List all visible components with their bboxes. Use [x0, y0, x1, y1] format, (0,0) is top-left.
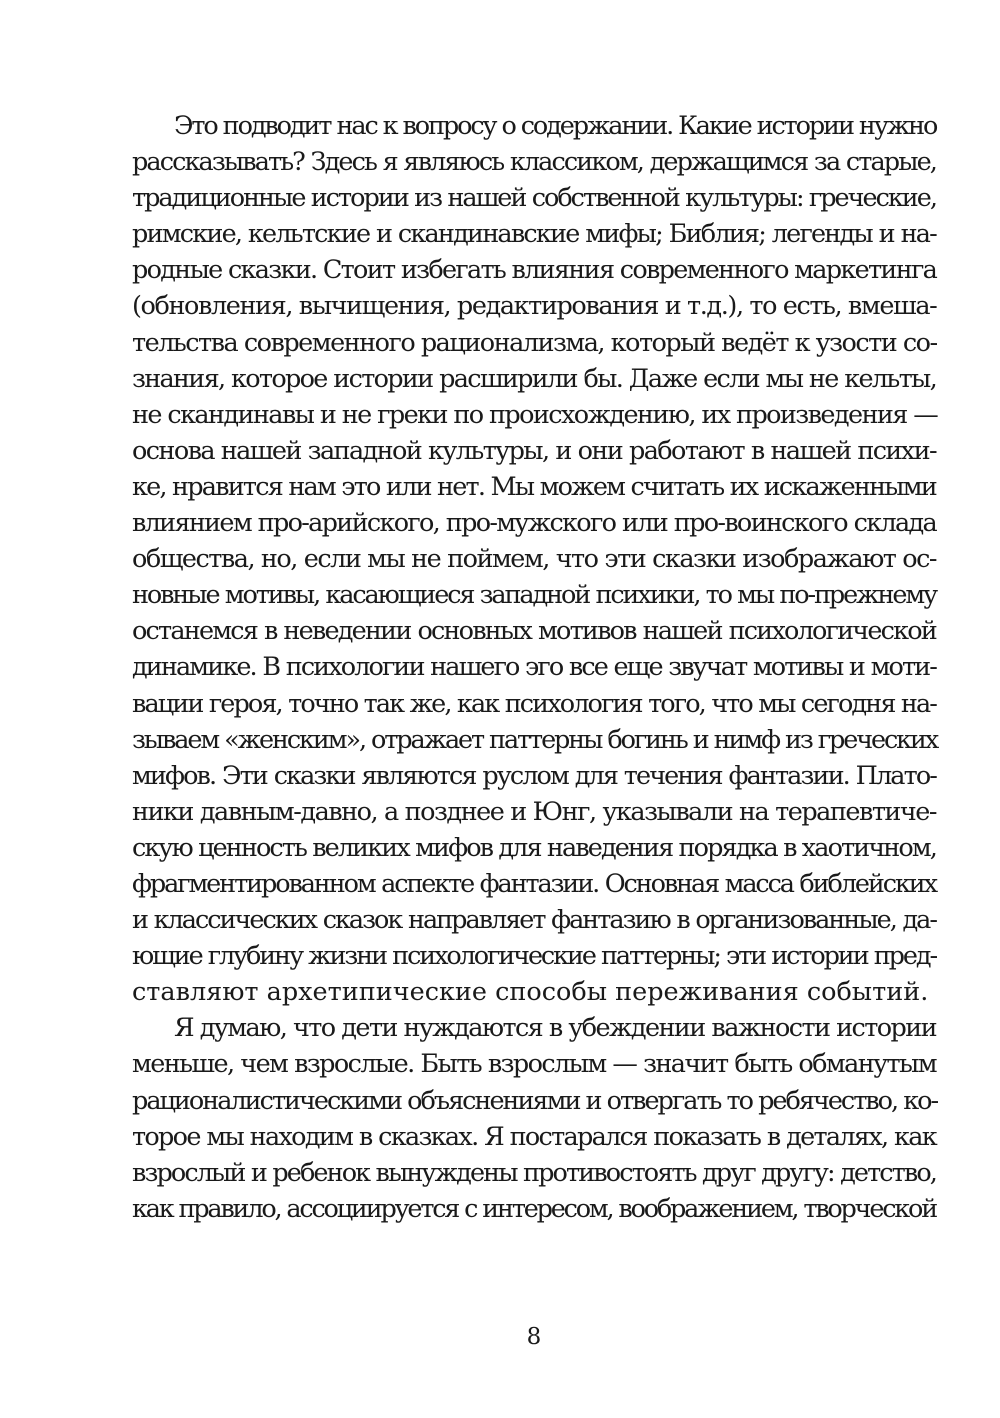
text-line: меньше, чем взрослые. Быть взрослым — значит быть обманутым	[132, 1049, 936, 1080]
text-line: динамике. В психологии нашего эго все еще звучат мотивы и моти-	[132, 652, 936, 683]
paragraph-1	[132, 108, 936, 1010]
text-line: новные мотивы, касающиеся западной психики, то мы по-прежнему	[132, 580, 936, 611]
text-line: вации героя, точно так же, как психология того, что мы сегодня на-	[132, 688, 936, 719]
paragraph-2	[132, 1010, 936, 1227]
text-line: (обновления, вычищения, редактирования и т.д.), то есть, вмеша-	[132, 291, 937, 322]
text-line: ставляют архетипические способы переживания событий.	[132, 977, 929, 1008]
text-line: останемся в неведении основных мотивов нашей психологической	[132, 616, 936, 647]
text-line: основа нашей западной культуры, и они работают в нашей психи-	[132, 435, 936, 466]
text-line: рассказывать? Здесь я являюсь классиком, держащимся за старые,	[132, 147, 936, 178]
text-line: скую ценность великих мифов для наведения порядка в хаотичном,	[132, 832, 936, 863]
text-line: влиянием про-арийского, про-мужского или про-воинского склада	[132, 508, 936, 539]
text-line: фрагментированном аспекте фантазии. Основная масса библейских	[132, 868, 936, 899]
text-line: знания, которое истории расширили бы. Даже если мы не кельты,	[132, 363, 936, 394]
text-line: торое мы находим в сказках. Я постарался показать в деталях, как	[132, 1121, 936, 1152]
text-line: не скандинавы и не греки по происхождению, их произведения —	[132, 399, 938, 430]
text-line: Я думаю, что дети нуждаются в убеждении важности истории	[174, 1013, 936, 1044]
text-line: римские, кельтские и скандинавские мифы; Библия; легенды и на-	[132, 219, 936, 250]
text-line: ники давным-давно, а позднее и Юнг, указывали на терапевтиче-	[132, 796, 936, 827]
text-line: родные сказки. Стоит избегать влияния современного маркетинга	[132, 255, 937, 286]
text-line: взрослый и ребенок вынуждены противостоять друг другу: детство,	[132, 1157, 936, 1188]
text-line: и классических сказок направляет фантазию в организованные, да-	[132, 905, 936, 936]
text-line: ке, нравится нам это или нет. Мы можем считать их искаженными	[132, 471, 936, 502]
text-line: мифов. Эти сказки являются руслом для течения фантазии. Плато-	[132, 760, 936, 791]
text-line: ющие глубину жизни психологические паттерны; эти истории пред-	[132, 941, 936, 972]
text-line: Это подводит нас к вопросу о содержании. Какие истории нужно	[174, 111, 937, 141]
body-text	[132, 108, 936, 1227]
text-line: тельства современного рационализма, который ведёт к узости со-	[132, 327, 937, 358]
text-line: зываем «женским», отражает паттерны богинь и нимф из греческих	[132, 724, 938, 755]
text-line: рационалистическими объяснениями и отвергать то ребячество, ко-	[132, 1085, 938, 1116]
text-line: как правило, ассоциируется с интересом, воображением, творческой	[132, 1193, 936, 1224]
text-line: общества, но, если мы не поймем, что эти сказки изображают ос-	[132, 544, 936, 575]
page-number: 8	[526, 1324, 542, 1350]
text-line: традиционные истории из нашей собственной культуры: греческие,	[132, 183, 936, 214]
